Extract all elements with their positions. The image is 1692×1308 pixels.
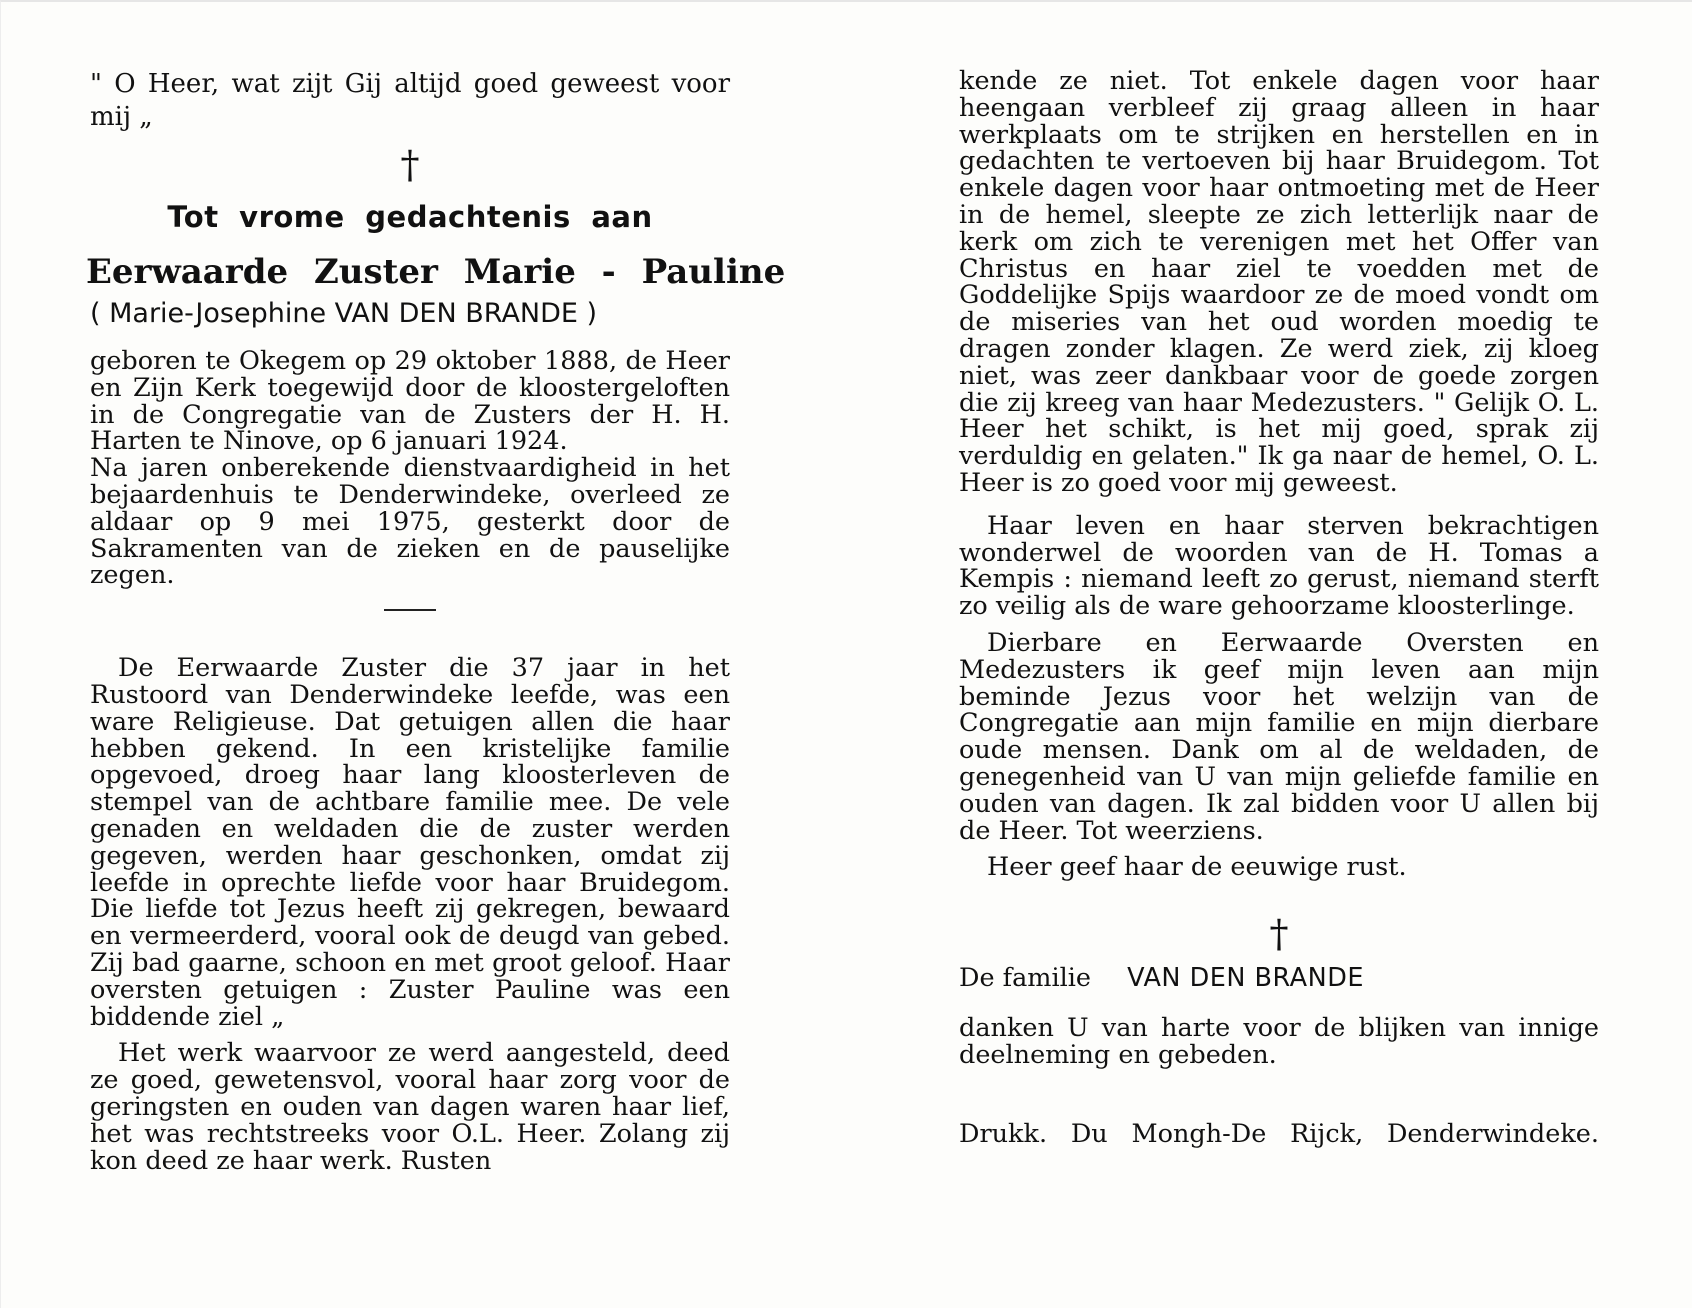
opening-quote: " O Heer, wat zijt Gij altijd goed geweest voor mij „	[90, 69, 730, 132]
prayer-line: Heer geef haar de eeuwige rust.	[987, 852, 1407, 883]
civil-name: ( Marie-Josephine VAN DEN BRANDE )	[90, 298, 598, 329]
cross-icon: †	[1269, 912, 1289, 957]
text-paragraph-1: De Eerwaarde Zuster die 37 jaar in het Rustoord van Denderwindeke leefde, was een ware Religieuse. Dat getuigen allen die haar hebben gekend. In een kristelijke familie opgevoed, droeg haar lang kloosterleven de stempel van de achtbare familie mee. De vele genaden en weldaden die de zuster werden gegeven, werden haar geschonken, omdat zij leefde in oprechte liefde voor haar Bruidegom. Die liefde tot Jezus heeft zij gekregen, bewaard en vermeerderd, vooral ook de deugd van gebed. Zij bad gaarne, schoon en met groot geloof. Haar oversten getuigen : Zuster Pauline was een biddende ziel „	[90, 653, 730, 1032]
bio-paragraph-1: geboren te Okegem op 29 oktober 1888, de Heer en Zijn Kerk toegewijd door de kloostergeloften in de Congregatie van de Zusters der H. H. Harten te Ninove, op 6 januari 1924.	[90, 346, 730, 457]
thanks-paragraph: danken U van harte voor de blijken van innige deelneming en gebeden.	[959, 1013, 1599, 1070]
text-paragraph-2: Het werk waarvoor ze werd aangesteld, deed ze goed, gewetensvol, vooral haar zorg voor de geringsten en ouden van dagen waren haar lief, het was rechtstreeks voor O.L. Heer. Zolang zij kon deed ze haar werk. Rusten	[90, 1038, 730, 1176]
paragraph-gap	[959, 993, 1599, 1015]
printer-credit: Drukk. Du Mongh-De Rijck, Denderwindeke.	[959, 1118, 1599, 1149]
cross-icon: †	[400, 143, 420, 187]
section-divider	[384, 609, 436, 611]
right-column	[959, 68, 1599, 1149]
family-name: VAN DEN BRANDE	[1127, 963, 1364, 994]
dedication-heading: Tot vrome gedachtenis aan	[167, 200, 653, 234]
family-prefix: De familie	[959, 963, 1092, 994]
religious-name: Eerwaarde Zuster Marie - Pauline	[86, 252, 786, 292]
bio-paragraph-2: Na jaren onberekende dienstvaardigheid in het bejaardenhuis te Denderwindeke, overleed ze aldaar op 9 mei 1975, gesterkt door de Sakramenten van de zieken en de pauselijke zegen.	[90, 453, 730, 591]
left-column	[86, 68, 786, 1176]
farewell-paragraph: Dierbare en Eerwaarde Oversten en Medezusters ik geef mijn leven aan mijn beminde Jezus voor het welzijn van de Congregatie aan mijn familie en mijn dierbare oude mensen. Dank om al de weldaden, de genegenheid van U van mijn geliefde familie en ouden van dagen. Ik zal bidden voor U allen bij de Heer. Tot weerziens.	[959, 627, 1599, 846]
continued-paragraph: kende ze niet. Tot enkele dagen voor haar heengaan verbleef zij graag alleen in haar werkplaats om te strijken en herstellen en in gedachten te vertoeven bij haar Bruidegom. Tot enkele dagen voor haar ontmoeting met de Heer in de hemel, sleepte ze zich letterlijk naar de kerk om zich te verenigen met het Offer van Christus en haar ziel te voedden met de Goddelijke Spijs waardoor ze de moed vondt om de miseries van het oud worden moedig te dragen zonder klagen. Ze werd ziek, zij kloeg niet, was zeer dankbaar voor de goede zorgen die zij kreeg van haar Medezusters. " Gelijk O. L. Heer het schikt, is het mij goed, sprak zij verduldig en gelaten." Ik ga naar de hemel, O. L. Heer is zo goed voor mij geweest.	[959, 66, 1599, 498]
family-line	[959, 963, 1599, 993]
paragraph-gap	[959, 1069, 1599, 1119]
kempis-paragraph: Haar leven en haar sterven bekrachtigen wonderwel de woorden van de H. Tomas a Kempis : niemand leeft zo gerust, niemand sterft zo veilig als de ware gehoorzame kloosterlinge.	[959, 510, 1599, 622]
